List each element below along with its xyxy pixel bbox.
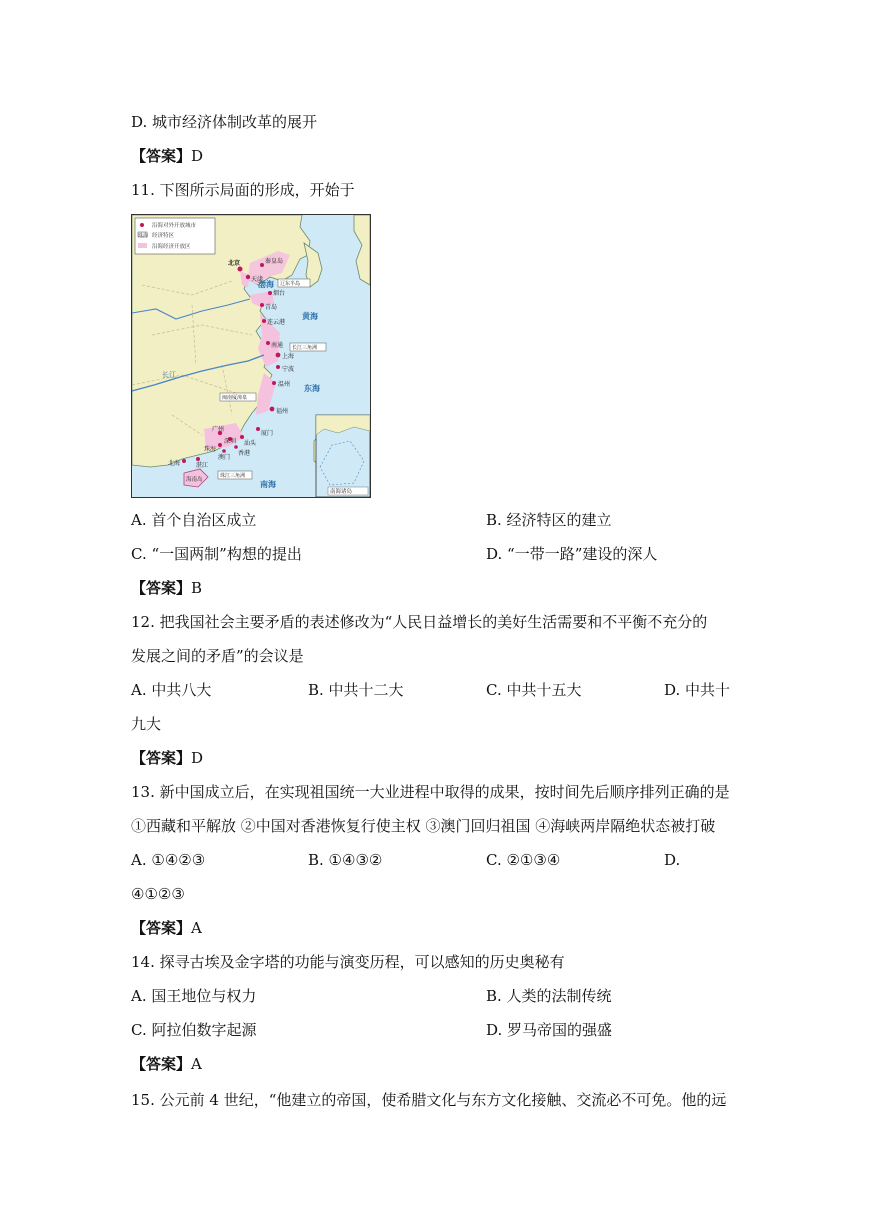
answer-label: 【答案】 bbox=[131, 579, 192, 597]
answer-value: D bbox=[191, 749, 204, 767]
q13-stem-line2: ①西藏和平解放 ②中国对香港恢复行使主权 ③澳门回归祖国 ④海峡两岸隔绝状态被打破 bbox=[131, 817, 716, 835]
q12-option-a: A. 中共八大 bbox=[131, 681, 212, 699]
sea-bohai: 渤海 bbox=[258, 280, 274, 289]
label-beihai: 北海 bbox=[168, 460, 181, 467]
answer-label: 【答案】 bbox=[131, 919, 192, 937]
q13-option-a: A. ①④②③ bbox=[131, 851, 206, 869]
legend-zone: 沿海经济开放区 bbox=[152, 244, 191, 250]
q11-answer bbox=[131, 578, 202, 598]
label-xiamen: 厦门 bbox=[261, 430, 274, 437]
label-aomen: 澳门 bbox=[218, 454, 231, 461]
q13-stem-line1: 13. 新中国成立后，在实现祖国统一大业进程中取得的成果，按时间先后顺序排列正确的是 bbox=[131, 783, 730, 801]
answer-value: D bbox=[191, 147, 204, 165]
q14-option-b: B. 人类的法制传统 bbox=[486, 987, 612, 1005]
q12-option-c: C. 中共十五大 bbox=[486, 681, 582, 699]
answer-value: A bbox=[191, 1055, 202, 1073]
q12-option-d: D. 中共十 bbox=[664, 681, 731, 699]
region-changjiang: 长江三角洲 bbox=[292, 345, 318, 351]
coastal-open-map bbox=[131, 214, 371, 498]
q11-option-d: D. “一带一路”建设的深人 bbox=[486, 545, 658, 563]
answer-value: A bbox=[191, 919, 202, 937]
label-ningbo: 宁波 bbox=[282, 366, 295, 373]
answer-label: 【答案】 bbox=[131, 147, 192, 165]
answer-label: 【答案】 bbox=[131, 749, 192, 767]
q14-option-c: C. 阿拉伯数字起源 bbox=[131, 1021, 257, 1039]
region-liaodong: 辽东半岛 bbox=[280, 281, 301, 287]
q12-stem-line2: 发展之间的矛盾”的会议是 bbox=[131, 647, 304, 665]
sea-nanhai: 南海 bbox=[260, 480, 276, 489]
legend-sez: 经济特区 bbox=[152, 233, 175, 239]
label-beijing: 北京 bbox=[228, 260, 241, 267]
q11-option-a: A. 首个自治区成立 bbox=[131, 511, 257, 529]
map-svg bbox=[132, 215, 370, 497]
q12-answer bbox=[131, 748, 203, 768]
label-hainan: 海南岛 bbox=[186, 477, 203, 483]
q14-option-d: D. 罗马帝国的强盛 bbox=[486, 1021, 613, 1039]
legend-sample: 珠海 bbox=[138, 233, 149, 239]
label-xianggang: 香港 bbox=[238, 450, 251, 457]
label-guangzhou: 广州 bbox=[212, 426, 225, 433]
q14-option-a: A. 国王地位与权力 bbox=[131, 987, 257, 1005]
q13-option-b: B. ①④③② bbox=[308, 851, 383, 869]
q12-option-d-cont: 九大 bbox=[131, 715, 162, 733]
label-qingdao: 青岛 bbox=[265, 304, 278, 311]
q11-option-b: B. 经济特区的建立 bbox=[486, 511, 612, 529]
q13-option-c: C. ②①③④ bbox=[486, 851, 561, 869]
label-qinhuangdao: 秦皇岛 bbox=[265, 258, 284, 265]
q12-stem-line1: 12. 把我国社会主要矛盾的表述修改为“人民日益增长的美好生活需要和不平衡不充分的 bbox=[131, 613, 708, 631]
q13-answer bbox=[131, 918, 202, 938]
answer-label: 【答案】 bbox=[131, 1055, 192, 1073]
q10-option-d: D. 城市经济体制改革的展开 bbox=[131, 113, 318, 131]
q12-option-b: B. 中共十二大 bbox=[308, 681, 404, 699]
label-wenzhou: 温州 bbox=[278, 381, 291, 388]
label-yantai: 烟台 bbox=[273, 290, 286, 297]
q11-option-c: C. “一国两制”构想的提出 bbox=[131, 545, 302, 563]
region-minnan: 闽南厦漳泉 bbox=[222, 395, 248, 401]
q11-stem: 11. 下图所示局面的形成，开始于 bbox=[131, 181, 355, 199]
sea-donghai: 东海 bbox=[304, 384, 320, 393]
label-zhuhai: 珠海 bbox=[204, 446, 217, 453]
label-lianyungang: 连云港 bbox=[267, 319, 286, 326]
label-shenzhen: 深圳 bbox=[224, 438, 237, 445]
q13-option-d-cont: ④①②③ bbox=[131, 885, 185, 903]
label-shanghai: 上海 bbox=[282, 353, 295, 360]
label-tianjin: 天津 bbox=[251, 276, 264, 283]
label-zhanjiang: 湛江 bbox=[196, 462, 209, 469]
q10-answer bbox=[131, 146, 203, 166]
inset-label: 南海诸岛 bbox=[330, 489, 353, 495]
q15-stem: 15. 公元前 4 世纪，“他建立的帝国，使希腊文化与东方文化接触、交流必不可免。他的远 bbox=[131, 1091, 727, 1109]
label-yangtze: 长江 bbox=[162, 371, 176, 379]
label-nantong: 南通 bbox=[271, 342, 284, 349]
label-fuzhou: 福州 bbox=[276, 408, 289, 415]
answer-value: B bbox=[191, 579, 203, 597]
q14-stem: 14. 探寻古埃及金字塔的功能与演变历程，可以感知的历史奥秘有 bbox=[131, 953, 565, 971]
legend-open-city: 沿海对外开放城市 bbox=[152, 223, 197, 229]
land-japan bbox=[354, 215, 370, 285]
label-shantou: 汕头 bbox=[244, 440, 257, 447]
region-zhujiang: 珠江三角洲 bbox=[220, 473, 246, 479]
q14-answer bbox=[131, 1054, 202, 1074]
q13-option-d: D. bbox=[664, 851, 681, 869]
sea-huanghai: 黄海 bbox=[302, 312, 318, 321]
